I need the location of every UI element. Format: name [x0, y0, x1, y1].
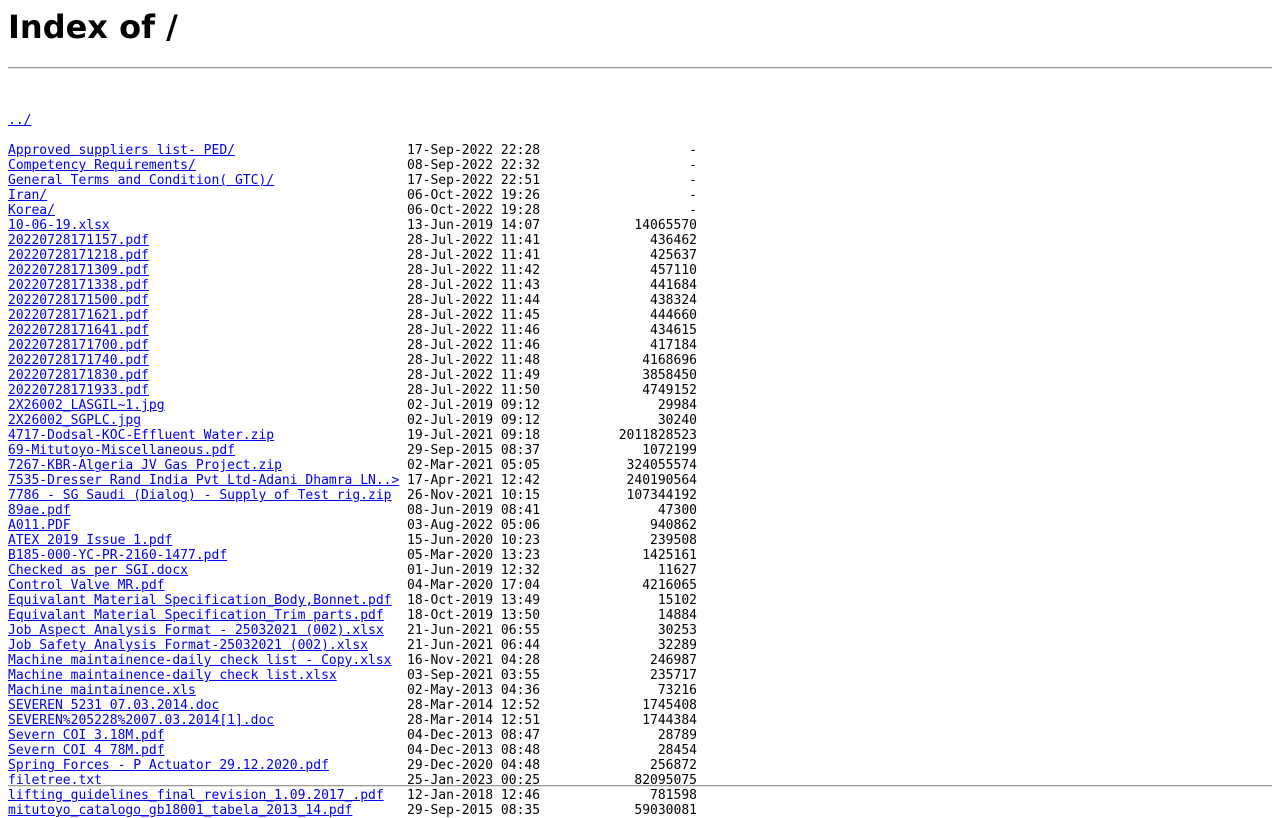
file-size: - — [689, 188, 697, 203]
file-size: 1745408 — [642, 698, 697, 713]
file-link[interactable]: 20220728171830.pdf — [8, 368, 149, 383]
file-listing-row — [8, 803, 697, 818]
file-listing-row — [8, 608, 697, 623]
modified-date: 13-Jun-2019 14:07 — [407, 218, 541, 233]
file-link[interactable]: Severn COI 4 78M.pdf — [8, 743, 165, 758]
file-size: 235717 — [650, 668, 697, 683]
modified-date: 17-Apr-2021 12:42 — [407, 473, 541, 488]
file-listing-row — [8, 293, 697, 308]
file-link[interactable]: filetree.txt — [8, 773, 102, 788]
file-listing-row — [8, 323, 697, 338]
file-link[interactable]: mitutoyo_catalogo_gb18001_tabela_2013_14.pdf — [8, 803, 353, 818]
file-link[interactable]: ATEX 2019 Issue 1.pdf — [8, 533, 173, 548]
modified-date: 17-Sep-2022 22:28 — [407, 143, 541, 158]
modified-date: 04-Dec-2013 08:48 — [407, 743, 541, 758]
file-listing-row — [8, 368, 697, 383]
modified-date: 02-Jul-2019 09:12 — [407, 413, 541, 428]
modified-date: 28-Jul-2022 11:42 — [407, 263, 541, 278]
file-size: 434615 — [650, 323, 697, 338]
file-listing-row — [8, 383, 697, 398]
file-size: 15102 — [657, 593, 697, 608]
modified-date: 18-Oct-2019 13:50 — [407, 608, 541, 623]
modified-date: 04-Dec-2013 08:47 — [407, 728, 541, 743]
modified-date: 02-Jul-2019 09:12 — [407, 398, 541, 413]
file-listing-row — [8, 578, 697, 593]
file-listing-row — [8, 353, 697, 368]
modified-date: 08-Jun-2019 08:41 — [407, 503, 541, 518]
file-link[interactable]: 20220728171338.pdf — [8, 278, 149, 293]
parent-directory-link[interactable]: ../ — [8, 113, 32, 128]
file-size: 14884 — [657, 608, 697, 623]
file-size: 1744384 — [642, 713, 697, 728]
modified-date: 15-Jun-2020 10:23 — [407, 533, 541, 548]
file-listing-row — [8, 473, 697, 488]
modified-date: 19-Jul-2021 09:18 — [407, 428, 541, 443]
file-link[interactable]: A011.PDF — [8, 518, 71, 533]
modified-date: 29-Sep-2015 08:35 — [407, 803, 541, 818]
file-size: 30240 — [657, 413, 697, 428]
file-link[interactable]: 20220728171157.pdf — [8, 233, 149, 248]
file-listing-row — [8, 728, 697, 743]
file-size: 246987 — [650, 653, 697, 668]
file-size: 47300 — [657, 503, 697, 518]
file-listing — [8, 83, 697, 818]
file-size: 4216065 — [642, 578, 697, 593]
file-size: 2011828523 — [618, 428, 697, 443]
file-size: - — [689, 173, 697, 188]
file-listing-row — [8, 548, 697, 563]
file-listing-row — [8, 488, 697, 503]
file-link[interactable]: 10-06-19.xlsx — [8, 218, 110, 233]
modified-date: 28-Jul-2022 11:41 — [407, 233, 541, 248]
file-size: 107344192 — [626, 488, 697, 503]
file-size: 4168696 — [642, 353, 697, 368]
directory-link[interactable]: Approved suppliers list- PED/ — [8, 143, 235, 158]
modified-date: 28-Jul-2022 11:49 — [407, 368, 541, 383]
file-listing-row — [8, 248, 697, 263]
modified-date: 02-May-2013 04:36 — [407, 683, 541, 698]
file-link[interactable]: 69-Mitutoyo-Miscellaneous.pdf — [8, 443, 235, 458]
file-link[interactable]: Job Safety Analysis Format-25032021 (002).xlsx — [8, 638, 369, 653]
file-listing-row — [8, 308, 697, 323]
file-listing-row — [8, 533, 697, 548]
modified-date: 28-Jul-2022 11:44 — [407, 293, 541, 308]
file-size: - — [689, 158, 697, 173]
modified-date: 16-Nov-2021 04:28 — [407, 653, 541, 668]
file-link[interactable]: Job Aspect Analysis Format - 25032021 (002).xlsx — [8, 623, 384, 638]
modified-date: 02-Mar-2021 05:05 — [407, 458, 541, 473]
modified-date: 28-Jul-2022 11:46 — [407, 323, 541, 338]
file-link[interactable]: Spring Forces - P Actuator 29.12.2020.pdf — [8, 758, 329, 773]
file-size: 3858450 — [642, 368, 697, 383]
file-size: 324055574 — [626, 458, 697, 473]
file-link[interactable]: 20220728171500.pdf — [8, 293, 149, 308]
parent-directory-row — [8, 113, 399, 128]
directory-link[interactable]: General Terms and Condition( GTC)/ — [8, 173, 275, 188]
page-title: Index of / — [8, 8, 178, 46]
file-link[interactable]: Control Valve MR.pdf — [8, 578, 165, 593]
file-listing-row — [8, 743, 697, 758]
file-listing-row — [8, 443, 697, 458]
file-link[interactable]: 20220728171218.pdf — [8, 248, 149, 263]
file-listing-row — [8, 263, 697, 278]
file-link[interactable]: 2X26002_LASGIL~1.jpg — [8, 398, 165, 413]
file-listing-row — [8, 203, 697, 218]
file-link[interactable]: 20220728171309.pdf — [8, 263, 149, 278]
directory-link[interactable]: Competency Requirements/ — [8, 158, 196, 173]
directory-link[interactable]: Korea/ — [8, 203, 55, 218]
file-listing-row — [8, 503, 697, 518]
file-size: 240190564 — [626, 473, 697, 488]
file-link[interactable]: 4717-Dodsal-KOC-Effluent Water.zip — [8, 428, 275, 443]
file-listing-row — [8, 638, 697, 653]
file-link[interactable]: 20220728171700.pdf — [8, 338, 149, 353]
file-listing-row — [8, 653, 697, 668]
modified-date: 12-Jan-2018 12:46 — [407, 788, 541, 803]
file-link[interactable]: 20220728171933.pdf — [8, 383, 149, 398]
file-link[interactable]: Severn COI 3.18M.pdf — [8, 728, 165, 743]
file-listing-row — [8, 338, 697, 353]
file-listing-row — [8, 788, 697, 803]
modified-date: 28-Jul-2022 11:45 — [407, 308, 541, 323]
file-link[interactable]: 89ae.pdf — [8, 503, 71, 518]
file-size: - — [689, 143, 697, 158]
directory-link[interactable]: Iran/ — [8, 188, 48, 203]
file-size: 59030081 — [634, 803, 697, 818]
file-listing-row — [8, 458, 697, 473]
modified-date: 28-Jul-2022 11:48 — [407, 353, 541, 368]
file-size: 1425161 — [642, 548, 697, 563]
file-listing-row — [8, 593, 697, 608]
file-size: 425637 — [650, 248, 697, 263]
file-listing-row — [8, 173, 697, 188]
modified-date: 06-Oct-2022 19:26 — [407, 188, 541, 203]
file-size: 444660 — [650, 308, 697, 323]
modified-date: 03-Aug-2022 05:06 — [407, 518, 541, 533]
file-size: 82095075 — [634, 773, 697, 788]
file-size: 417184 — [650, 338, 697, 353]
bottom-divider — [8, 785, 1272, 787]
file-listing-row — [8, 218, 697, 233]
modified-date: 05-Mar-2020 13:23 — [407, 548, 541, 563]
file-link[interactable]: SEVEREN%205228%2007.03.2014[1].doc — [8, 713, 275, 728]
modified-date: 28-Jul-2022 11:50 — [407, 383, 541, 398]
file-listing-row — [8, 398, 697, 413]
file-size: 4749152 — [642, 383, 697, 398]
modified-date: 25-Jan-2023 00:25 — [407, 773, 541, 788]
file-size: 32289 — [657, 638, 697, 653]
file-size: 73216 — [657, 683, 697, 698]
modified-date: 26-Nov-2021 10:15 — [407, 488, 541, 503]
modified-date: 29-Sep-2015 08:37 — [407, 443, 541, 458]
modified-date: 29-Dec-2020 04:48 — [407, 758, 541, 773]
modified-date: 18-Oct-2019 13:49 — [407, 593, 541, 608]
file-listing-row — [8, 563, 697, 578]
file-size: 457110 — [650, 263, 697, 278]
file-size: 28789 — [657, 728, 697, 743]
file-size: 11627 — [657, 563, 697, 578]
file-listing-row — [8, 158, 697, 173]
file-link[interactable]: B185-000-YC-PR-2160-1477.pdf — [8, 548, 228, 563]
file-size: 256872 — [650, 758, 697, 773]
modified-date: 04-Mar-2020 17:04 — [407, 578, 541, 593]
file-size: 239508 — [650, 533, 697, 548]
file-link[interactable]: SEVEREN 5231 07.03.2014.doc — [8, 698, 220, 713]
file-size: 438324 — [650, 293, 697, 308]
file-listing-row — [8, 518, 697, 533]
file-listing-row — [8, 668, 697, 683]
modified-date: 06-Oct-2022 19:28 — [407, 203, 541, 218]
modified-date: 28-Jul-2022 11:43 — [407, 278, 541, 293]
file-link[interactable]: Machine maintainence-daily check list.xlsx — [8, 668, 337, 683]
modified-date: 08-Sep-2022 22:32 — [407, 158, 541, 173]
modified-date: 28-Jul-2022 11:46 — [407, 338, 541, 353]
file-link[interactable]: 20220728171621.pdf — [8, 308, 149, 323]
file-listing-row — [8, 683, 697, 698]
file-listing-row — [8, 428, 697, 443]
file-size: - — [689, 203, 697, 218]
file-listing-row — [8, 413, 697, 428]
file-size: 781598 — [650, 788, 697, 803]
file-link[interactable]: Equivalant Material Specification_Body,Bonnet.pdf — [8, 593, 392, 608]
file-size: 940862 — [650, 518, 697, 533]
file-size: 1072199 — [642, 443, 697, 458]
file-link[interactable]: 20220728171740.pdf — [8, 353, 149, 368]
file-size: 14065570 — [634, 218, 697, 233]
modified-date: 28-Mar-2014 12:52 — [407, 698, 541, 713]
top-divider — [8, 67, 1272, 69]
file-size: 29984 — [657, 398, 697, 413]
file-link[interactable]: Equivalant Material Specification_Trim parts.pdf — [8, 608, 384, 623]
file-listing-row — [8, 713, 697, 728]
file-size: 30253 — [657, 623, 697, 638]
file-size: 28454 — [657, 743, 697, 758]
modified-date: 01-Jun-2019 12:32 — [407, 563, 541, 578]
modified-date: 28-Mar-2014 12:51 — [407, 713, 541, 728]
file-listing-row — [8, 188, 697, 203]
file-link[interactable]: 20220728171641.pdf — [8, 323, 149, 338]
file-listing-row — [8, 758, 697, 773]
file-link[interactable]: 7535-Dresser Rand India Pvt Ltd-Adani Dhamra LN..> — [8, 473, 400, 488]
file-listing-row — [8, 143, 697, 158]
file-link[interactable]: 7267-KBR-Algeria JV Gas Project.zip — [8, 458, 282, 473]
file-link[interactable]: 7786 - SG Saudi (Dialog) - Supply of Test rig.zip — [8, 488, 392, 503]
file-link[interactable]: Checked as per SGI.docx — [8, 563, 189, 578]
file-size: 436462 — [650, 233, 697, 248]
modified-date: 17-Sep-2022 22:51 — [407, 173, 541, 188]
file-listing-row — [8, 278, 697, 293]
modified-date: 21-Jun-2021 06:44 — [407, 638, 541, 653]
file-listing-row — [8, 698, 697, 713]
file-link[interactable]: 2X26002_SGPLC.jpg — [8, 413, 142, 428]
modified-date: 03-Sep-2021 03:55 — [407, 668, 541, 683]
file-link[interactable]: Machine maintainence-daily check list - Copy.xlsx — [8, 653, 392, 668]
file-listing-row — [8, 233, 697, 248]
file-link[interactable]: lifting_guidelines_final_revision_1.09.2017_.pdf — [8, 788, 384, 803]
modified-date: 21-Jun-2021 06:55 — [407, 623, 541, 638]
modified-date: 28-Jul-2022 11:41 — [407, 248, 541, 263]
file-listing-row — [8, 623, 697, 638]
file-size: 441684 — [650, 278, 697, 293]
file-link[interactable]: Machine maintainence.xls — [8, 683, 196, 698]
